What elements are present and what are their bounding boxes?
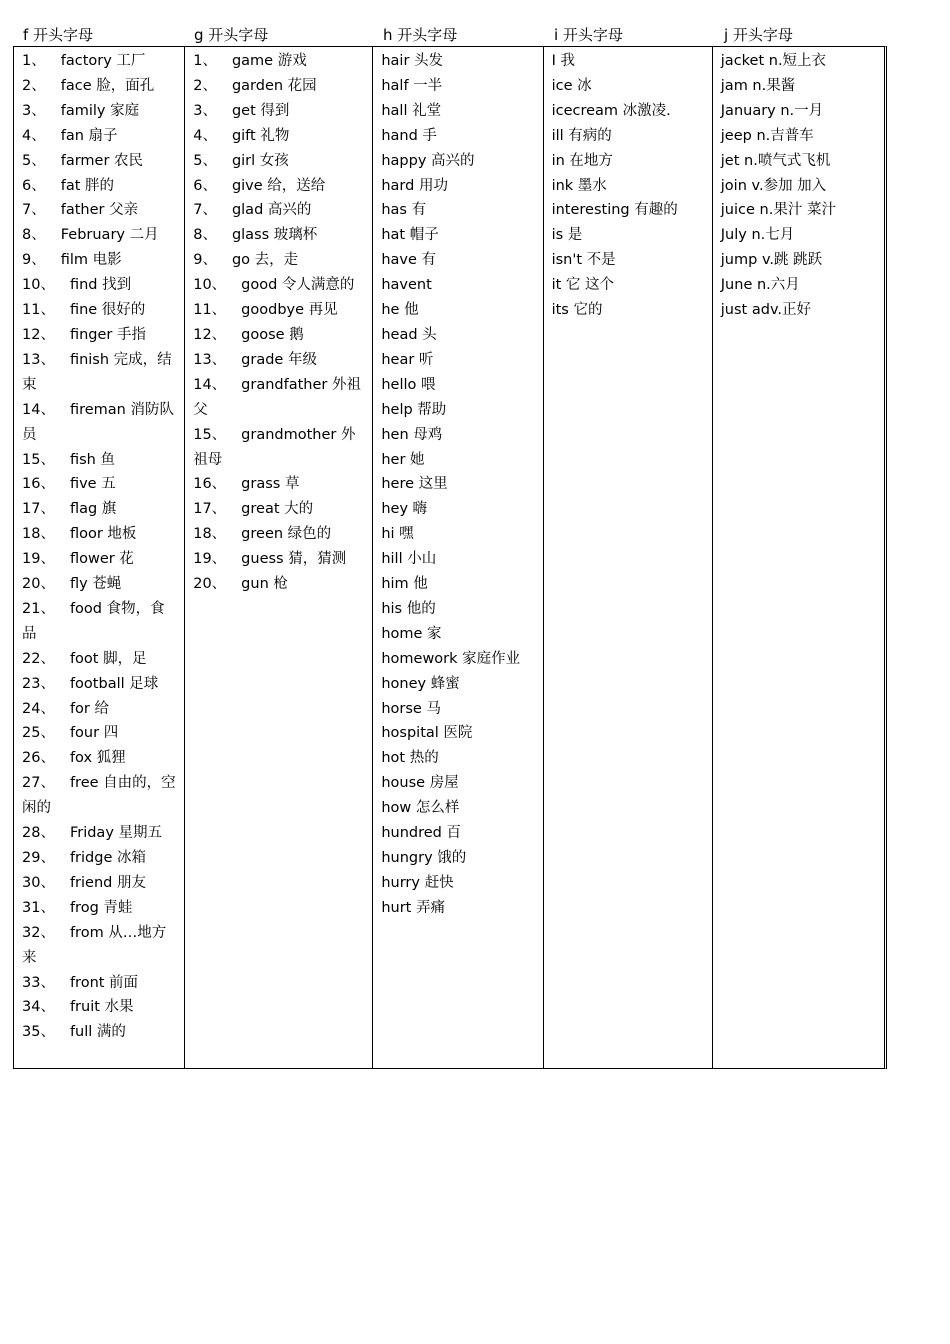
entry-number: 19、 <box>22 551 55 568</box>
entry-text: find 找到 <box>69 277 132 294</box>
entry-text: face 脸，面孔 <box>60 77 155 94</box>
word-entry <box>721 223 878 248</box>
entry-number: 20、 <box>193 576 227 593</box>
word-entry <box>22 348 178 398</box>
column-j <box>712 47 884 1068</box>
word-entry <box>552 298 706 323</box>
word-entry <box>193 348 366 373</box>
word-entry <box>22 49 178 74</box>
word-entry <box>721 298 878 323</box>
header-f: f 开头字母 <box>23 26 94 44</box>
entry-text: great 大的 <box>241 501 314 518</box>
word-entry <box>552 149 706 174</box>
word-entry <box>552 248 706 273</box>
entry-text: him 他 <box>381 576 428 593</box>
word-entry <box>381 821 536 846</box>
entry-text: garden 花园 <box>231 77 317 94</box>
word-entry <box>22 497 178 522</box>
entry-text: farmer 农民 <box>60 152 144 169</box>
vocabulary-sheet <box>13 24 887 1069</box>
word-entry <box>381 547 536 572</box>
entry-text: house 房屋 <box>381 775 459 792</box>
entry-number: 12、 <box>193 326 227 343</box>
word-entry <box>193 497 366 522</box>
entry-text: hundred 百 <box>381 825 461 842</box>
word-entry <box>381 348 536 373</box>
entry-number: 7、 <box>193 202 217 219</box>
word-entry <box>22 198 178 223</box>
entry-text: ice 冰 <box>551 77 592 94</box>
entry-number: 27、 <box>22 775 55 792</box>
entry-text: hospital 医院 <box>381 725 473 742</box>
word-entry <box>193 174 366 199</box>
word-entry <box>22 697 178 722</box>
column-f <box>14 47 184 1068</box>
entry-number: 26、 <box>22 750 55 767</box>
entry-number: 34、 <box>22 999 55 1016</box>
entry-text: ill 有病的 <box>551 127 612 144</box>
entry-text: glad 高兴的 <box>231 202 312 219</box>
entry-text: fruit 水果 <box>69 999 134 1016</box>
column-i <box>543 47 712 1068</box>
entry-number: 33、 <box>22 974 55 991</box>
entry-text: for 给 <box>69 700 109 717</box>
word-entry <box>381 149 536 174</box>
entry-number: 12、 <box>22 326 55 343</box>
header-j: j 开头字母 <box>724 26 793 44</box>
word-entry <box>193 248 366 273</box>
entry-number: 18、 <box>22 526 55 543</box>
entry-number: 11、 <box>22 302 55 319</box>
entry-text: grandmother 外祖母 <box>193 426 356 468</box>
entry-text: jump v.跳 跳跃 <box>720 252 823 269</box>
word-entry <box>193 74 366 99</box>
word-entry <box>381 198 536 223</box>
entry-text: in 在地方 <box>551 152 613 169</box>
word-entry <box>552 49 706 74</box>
word-entry <box>381 497 536 522</box>
word-entry <box>552 99 706 124</box>
entry-text: friend 朋友 <box>69 874 146 891</box>
word-entry <box>381 796 536 821</box>
word-entry <box>381 99 536 124</box>
header-h: h 开头字母 <box>383 26 458 44</box>
entry-text: join v.参加 加入 <box>720 177 827 194</box>
entry-text: half 一半 <box>381 77 443 94</box>
word-entry <box>22 149 178 174</box>
word-entry <box>381 423 536 448</box>
entry-text: hill 小山 <box>381 551 437 568</box>
word-entry <box>22 522 178 547</box>
entry-number: 8、 <box>193 227 217 244</box>
entry-number: 2、 <box>193 77 217 94</box>
word-entry <box>22 448 178 473</box>
entry-number: 2、 <box>22 77 46 94</box>
entry-text: his 他的 <box>381 600 436 617</box>
column-g <box>184 47 372 1068</box>
entry-text: father 父亲 <box>60 202 139 219</box>
word-entry <box>381 846 536 871</box>
entry-number: 1、 <box>22 53 46 69</box>
word-entry <box>381 74 536 99</box>
entry-number: 3、 <box>22 102 46 119</box>
word-entry <box>381 746 536 771</box>
word-entry <box>22 298 178 323</box>
word-entry <box>22 124 178 149</box>
entry-text: fireman 消防队员 <box>22 401 174 443</box>
word-entry <box>22 174 178 199</box>
word-entry <box>22 74 178 99</box>
word-entry <box>381 298 536 323</box>
entry-number: 10、 <box>22 277 55 294</box>
entry-text: five 五 <box>69 476 116 493</box>
entry-text: havent <box>381 277 432 294</box>
word-entry <box>22 771 178 821</box>
entry-text: food 食物，食品 <box>22 600 165 642</box>
entry-text: June n.六月 <box>720 277 800 294</box>
word-entry <box>381 49 536 74</box>
entry-text: ink 墨水 <box>551 177 607 194</box>
entry-number: 10、 <box>193 277 227 294</box>
entry-text: front 前面 <box>69 974 139 991</box>
word-entry <box>721 74 878 99</box>
entry-text: hard 用功 <box>381 177 448 194</box>
entry-text: it 它 这个 <box>551 277 614 294</box>
entry-text: floor 地板 <box>69 526 137 543</box>
entry-text: film 电影 <box>60 252 122 269</box>
word-entry <box>22 821 178 846</box>
entry-text: hey 嗨 <box>381 501 428 518</box>
header-g: g 开头字母 <box>194 26 269 44</box>
word-entry <box>381 647 536 672</box>
entry-number: 6、 <box>22 177 46 194</box>
entry-text: its 它的 <box>551 302 603 319</box>
entry-number: 23、 <box>22 675 55 692</box>
entry-number: 8、 <box>22 227 46 244</box>
entry-number: 11、 <box>193 302 227 319</box>
entry-number: 13、 <box>22 351 55 368</box>
entry-number: 19、 <box>193 551 227 568</box>
entry-text: hurry 赶快 <box>381 874 454 891</box>
entry-text: isn't 不是 <box>551 252 616 269</box>
entry-number: 7、 <box>22 202 46 219</box>
entry-text: jacket n.短上衣 <box>720 53 827 69</box>
entry-number: 16、 <box>193 476 227 493</box>
word-entry <box>193 373 366 423</box>
entry-number: 15、 <box>193 426 227 443</box>
entry-text: fine 很好的 <box>69 302 146 319</box>
word-entry <box>381 373 536 398</box>
entry-number: 20、 <box>22 576 55 593</box>
word-entry <box>381 622 536 647</box>
entry-number: 9、 <box>22 252 46 269</box>
entry-text: girl 女孩 <box>231 152 289 169</box>
entry-number: 18、 <box>193 526 227 543</box>
word-entry <box>193 472 366 497</box>
word-entry <box>381 572 536 597</box>
word-entry <box>721 174 878 199</box>
entry-number: 17、 <box>193 501 227 518</box>
entry-text: good 令人满意的 <box>241 277 355 294</box>
entry-text: gift 礼物 <box>231 127 290 144</box>
word-entry <box>22 472 178 497</box>
entry-text: has 有 <box>381 202 427 219</box>
word-entry <box>721 248 878 273</box>
entry-text: frog 青蛙 <box>69 899 133 916</box>
word-entry <box>193 273 366 298</box>
word-entry <box>22 896 178 921</box>
entry-text: foot 脚，足 <box>69 650 147 667</box>
word-entry <box>22 921 178 971</box>
word-entry <box>22 846 178 871</box>
entry-text: fly 苍蝇 <box>69 576 122 593</box>
entry-text: hen 母鸡 <box>381 426 443 443</box>
entry-text: factory 工厂 <box>60 53 146 69</box>
entry-text: free 自由的，空闲的 <box>22 775 176 817</box>
column-headers <box>13 24 887 46</box>
entry-text: hand 手 <box>381 127 437 144</box>
word-entry <box>381 398 536 423</box>
word-entry <box>552 124 706 149</box>
word-entry <box>721 149 878 174</box>
entry-text: January n.一月 <box>720 102 824 119</box>
entry-number: 16、 <box>22 476 55 493</box>
entry-text: hurt 弄痛 <box>381 899 445 916</box>
word-entry <box>381 223 536 248</box>
entry-text: family 家庭 <box>60 102 140 119</box>
entry-text: flag 旗 <box>69 501 117 518</box>
entry-text: hungry 饿的 <box>381 850 467 866</box>
word-entry <box>381 871 536 896</box>
entry-number: 30、 <box>22 874 55 891</box>
word-entry <box>381 174 536 199</box>
entry-number: 5、 <box>193 152 217 169</box>
entry-text: glass 玻璃杯 <box>231 227 318 244</box>
word-entry <box>193 298 366 323</box>
word-entry <box>721 124 878 149</box>
entry-text: four 四 <box>69 725 119 742</box>
entry-text: football 足球 <box>69 675 159 692</box>
word-entry <box>22 248 178 273</box>
entry-text: jam n.果酱 <box>720 77 796 94</box>
word-entry <box>193 522 366 547</box>
entry-text: grade 年级 <box>241 351 317 368</box>
entry-text: hi 嘿 <box>381 526 414 543</box>
word-entry <box>381 124 536 149</box>
word-entry <box>552 74 706 99</box>
vocabulary-table <box>13 46 887 1069</box>
word-entry <box>552 174 706 199</box>
word-entry <box>193 198 366 223</box>
entry-text: fan 扇子 <box>60 127 118 144</box>
entry-text: finger 手指 <box>69 326 146 343</box>
entry-number: 5、 <box>22 152 46 169</box>
word-entry <box>22 273 178 298</box>
word-entry <box>552 198 706 223</box>
entry-text: home 家 <box>381 625 442 642</box>
word-entry <box>193 423 366 473</box>
entry-text: jeep n.吉普车 <box>720 127 814 144</box>
entry-number: 6、 <box>193 177 217 194</box>
entry-number: 9、 <box>193 252 217 269</box>
header-i: i 开头字母 <box>554 26 623 44</box>
word-entry <box>22 398 178 448</box>
entry-text: icecream 冰激凌. <box>551 102 671 119</box>
entry-text: he 他 <box>381 302 419 319</box>
word-entry <box>22 1020 178 1045</box>
word-entry <box>193 99 366 124</box>
word-entry <box>552 273 706 298</box>
entry-number: 4、 <box>193 127 217 144</box>
word-entry <box>552 223 706 248</box>
word-entry <box>193 49 366 74</box>
word-entry <box>22 971 178 996</box>
entry-text: hall 礼堂 <box>381 102 442 119</box>
entry-number: 25、 <box>22 725 55 742</box>
word-entry <box>721 198 878 223</box>
entry-text: here 这里 <box>381 476 448 493</box>
word-entry <box>22 547 178 572</box>
entry-text: game 游戏 <box>231 53 307 69</box>
entry-number: 17、 <box>22 501 55 518</box>
entry-number: 24、 <box>22 700 55 717</box>
entry-number: 31、 <box>22 899 55 916</box>
word-entry <box>381 896 536 921</box>
entry-number: 21、 <box>22 600 55 617</box>
entry-text: head 头 <box>381 326 437 343</box>
word-entry <box>721 99 878 124</box>
entry-number: 4、 <box>22 127 46 144</box>
word-entry <box>381 323 536 348</box>
entry-text: horse 马 <box>381 700 441 717</box>
entry-text: just adv.正好 <box>720 302 812 319</box>
word-entry <box>381 522 536 547</box>
entry-text: goodbye 再见 <box>241 302 338 319</box>
word-entry <box>22 572 178 597</box>
entry-text: how 怎么样 <box>381 800 460 817</box>
word-entry <box>193 547 366 572</box>
entry-text: July n.七月 <box>720 227 795 244</box>
word-entry <box>381 672 536 697</box>
entry-text: gun 枪 <box>241 576 288 593</box>
entry-text: fish 鱼 <box>69 451 115 468</box>
entry-text: grandfather 外祖父 <box>193 376 361 418</box>
entry-text: interesting 有趣的 <box>551 202 678 219</box>
word-entry <box>22 721 178 746</box>
word-entry <box>22 223 178 248</box>
word-entry <box>193 323 366 348</box>
word-entry <box>381 472 536 497</box>
word-entry <box>381 597 536 622</box>
entry-text: guess 猜，猜测 <box>241 551 347 568</box>
entry-text: Friday 星期五 <box>69 825 163 842</box>
word-entry <box>22 597 178 647</box>
word-entry <box>381 248 536 273</box>
word-entry <box>721 49 878 74</box>
entry-text: February 二月 <box>60 227 159 244</box>
entry-number: 15、 <box>22 451 55 468</box>
entry-number: 35、 <box>22 1024 55 1041</box>
word-entry <box>22 323 178 348</box>
word-entry <box>193 572 366 597</box>
entry-text: hair 头发 <box>381 53 444 69</box>
entry-text: her 她 <box>381 451 425 468</box>
entry-number: 29、 <box>22 850 55 866</box>
entry-number: 28、 <box>22 825 55 842</box>
entry-text: hello 喂 <box>381 376 436 393</box>
entry-text: from 从…地方来 <box>22 924 167 966</box>
entry-text: flower 花 <box>69 551 134 568</box>
word-entry <box>381 273 536 298</box>
word-entry <box>381 448 536 473</box>
word-entry <box>22 746 178 771</box>
word-entry <box>22 871 178 896</box>
entry-number: 32、 <box>22 924 55 941</box>
word-entry <box>193 149 366 174</box>
entry-text: grass 草 <box>241 476 300 493</box>
word-entry <box>22 647 178 672</box>
word-entry <box>193 223 366 248</box>
word-entry <box>22 995 178 1020</box>
word-entry <box>381 721 536 746</box>
entry-text: hat 帽子 <box>381 227 439 244</box>
entry-text: happy 高兴的 <box>381 152 475 169</box>
word-entry <box>22 672 178 697</box>
entry-text: help 帮助 <box>381 401 447 418</box>
entry-text: jet n.喷气式飞机 <box>720 152 831 169</box>
word-entry <box>381 697 536 722</box>
entry-number: 13、 <box>193 351 227 368</box>
word-entry <box>193 124 366 149</box>
column-h <box>372 47 542 1068</box>
entry-text: hot 热的 <box>381 750 439 767</box>
entry-text: juice n.果汁 菜汁 <box>720 202 836 219</box>
entry-text: homework 家庭作业 <box>381 650 521 667</box>
entry-number: 3、 <box>193 102 217 119</box>
entry-number: 22、 <box>22 650 55 667</box>
entry-number: 14、 <box>193 376 227 393</box>
entry-text: fat 胖的 <box>60 177 115 194</box>
entry-text: I 我 <box>551 53 575 69</box>
entry-text: goose 鹅 <box>241 326 304 343</box>
entry-number: 1、 <box>193 53 217 69</box>
entry-text: hear 听 <box>381 351 434 368</box>
entry-text: is 是 <box>551 227 583 244</box>
entry-text: go 去，走 <box>231 252 299 269</box>
entry-text: green 绿色的 <box>241 526 332 543</box>
entry-text: finish 完成，结束 <box>22 351 172 393</box>
word-entry <box>381 771 536 796</box>
entry-text: fox 狐狸 <box>69 750 126 767</box>
entry-text: give 给，送给 <box>231 177 326 194</box>
word-entry <box>22 99 178 124</box>
entry-text: get 得到 <box>231 102 290 119</box>
word-entry <box>721 273 878 298</box>
entry-text: have 有 <box>381 252 437 269</box>
entry-text: full 满的 <box>69 1024 126 1041</box>
entry-text: fridge 冰箱 <box>69 850 146 866</box>
entry-number: 14、 <box>22 401 55 418</box>
entry-text: honey 蜂蜜 <box>381 675 460 692</box>
